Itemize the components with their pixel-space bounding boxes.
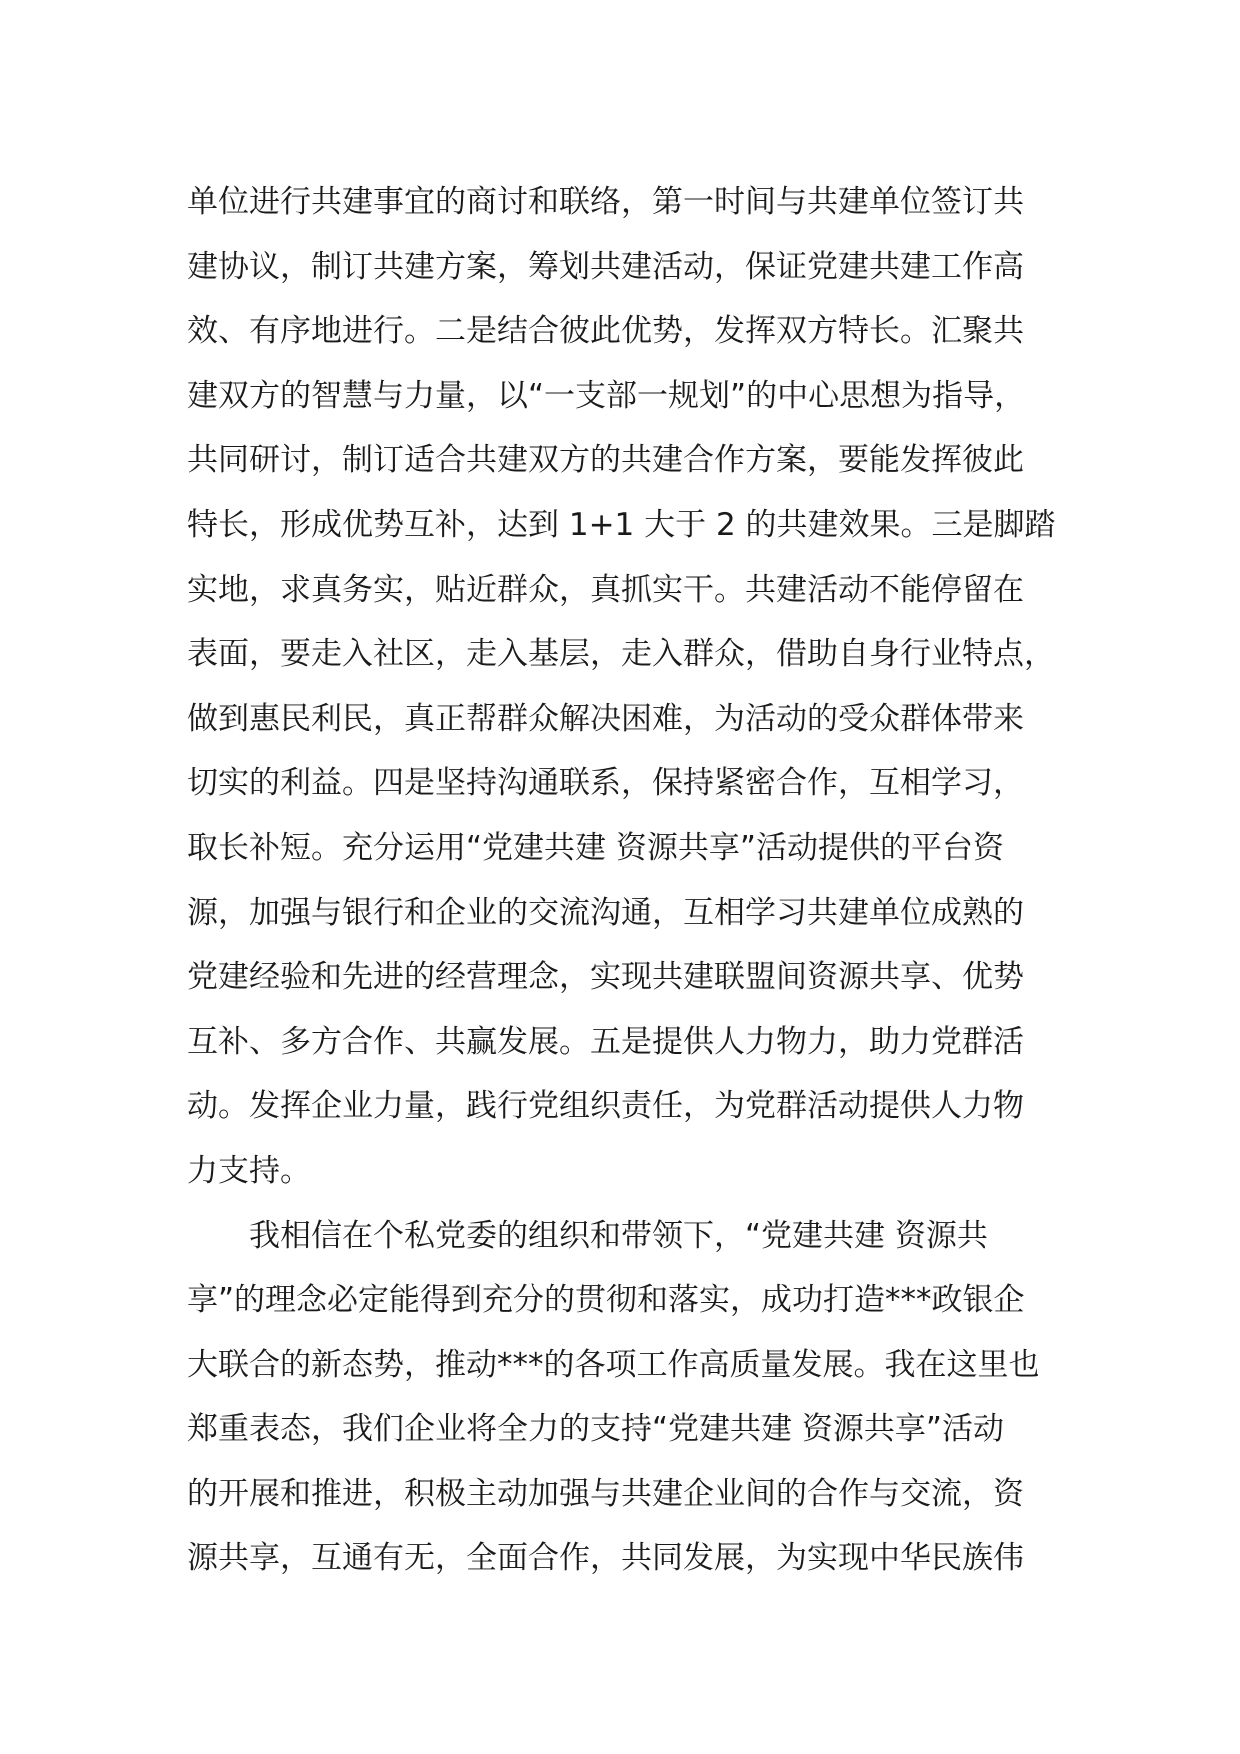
document-body [187,170,1087,1591]
paragraph-2 [187,1204,1087,1592]
text-line: 取长补短。充分运用“党建共建 资源共享”活动提供的平台资 [187,829,1004,866]
text-line: 享”的理念必定能得到充分的贯彻和落实，成功打造***政银企 [187,1282,1025,1319]
text-line: 我相信在个私党委的组织和带领下，“党建共建 资源共 [249,1217,988,1254]
text-line: 源共享，互通有无，全面合作，共同发展，为实现中华民族伟 [187,1540,1024,1577]
text-line: 互补、多方合作、共赢发展。五是提供人力物力，助力党群活 [187,1023,1024,1060]
text-line: 建双方的智慧与力量，以“一支部一规划”的中心思想为指导， [187,377,1026,414]
text-line: 切实的利益。四是坚持沟通联系，保持紧密合作，互相学习， [187,765,1024,802]
text-line: 力支持。 [187,1152,311,1189]
paragraph-1 [187,170,1087,1204]
text-line: 表面，要走入社区，走入基层，走入群众，借助自身行业特点， [187,636,1055,673]
text-line: 效、有序地进行。二是结合彼此优势，发挥双方特长。汇聚共 [187,313,1024,350]
text-line: 动。发挥企业力量，践行党组织责任，为党群活动提供人力物 [187,1088,1024,1125]
text-line: 共同研讨，制订适合共建双方的共建合作方案，要能发挥彼此 [187,442,1024,479]
text-line: 党建经验和先进的经营理念，实现共建联盟间资源共享、优势 [187,959,1024,996]
text-line: 特长，形成优势互补，达到 1+1 大于 2 的共建效果。三是脚踏 [187,506,1056,543]
text-line: 的开展和推进，积极主动加强与共建企业间的合作与交流，资 [187,1475,1024,1512]
text-line: 大联合的新态势，推动***的各项工作高质量发展。我在这里也 [187,1346,1040,1383]
text-line: 实地，求真务实，贴近群众，真抓实干。共建活动不能停留在 [187,571,1024,608]
text-line: 单位进行共建事宜的商讨和联络，第一时间与共建单位签订共 [187,184,1024,220]
text-line: 郑重表态，我们企业将全力的支持“党建共建 资源共享”活动 [187,1411,1004,1448]
text-line: 源，加强与银行和企业的交流沟通，互相学习共建单位成熟的 [187,894,1024,931]
text-line: 建协议，制订共建方案，筹划共建活动，保证党建共建工作高 [187,248,1024,285]
text-line: 做到惠民利民，真正帮群众解决困难，为活动的受众群体带来 [187,700,1024,737]
